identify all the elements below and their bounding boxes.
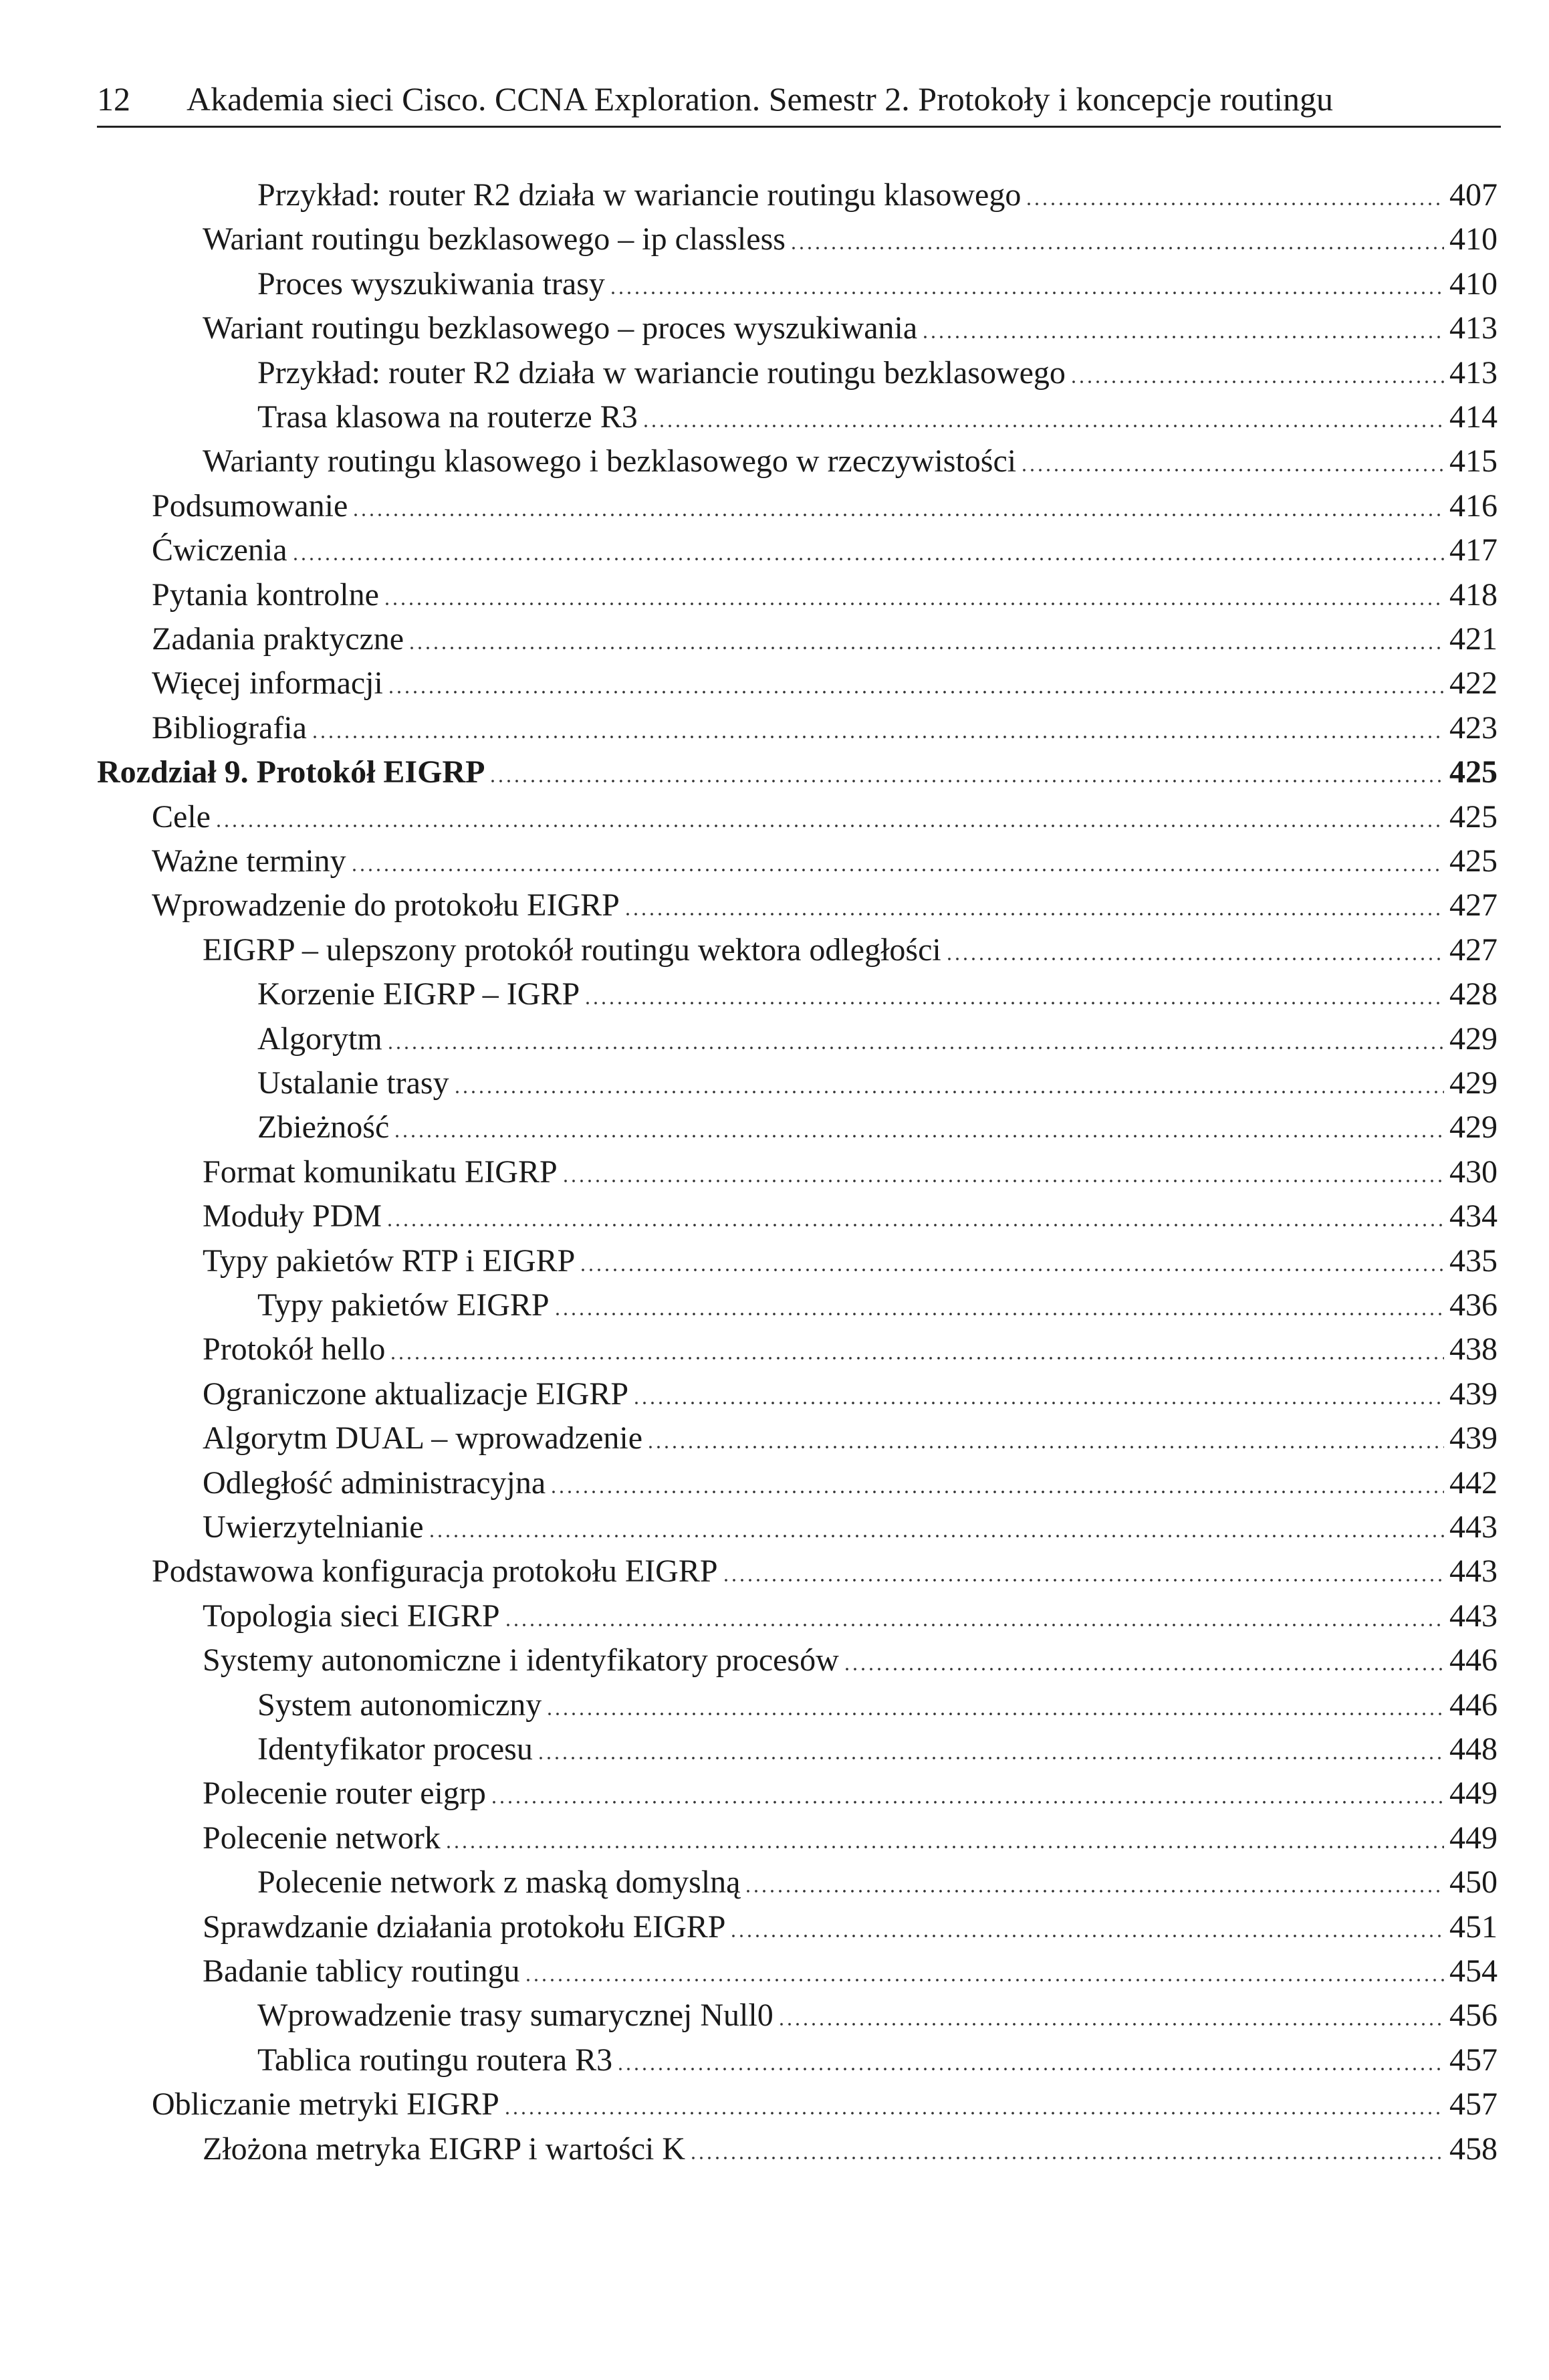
toc-entry-page: 454 bbox=[1449, 1953, 1498, 1989]
toc-entry-page: 427 bbox=[1449, 932, 1498, 968]
toc-entry-title: Zbieżność bbox=[257, 1109, 390, 1145]
toc-dot-leader bbox=[729, 1933, 1444, 1939]
toc-entry bbox=[257, 395, 1498, 439]
toc-entry bbox=[257, 262, 1498, 306]
toc-entry-page: 443 bbox=[1449, 1509, 1498, 1545]
toc-entry bbox=[203, 1771, 1498, 1816]
toc-entry-title: Więcej informacji bbox=[152, 665, 383, 701]
toc-entry bbox=[203, 1372, 1498, 1416]
toc-dot-leader bbox=[1025, 201, 1444, 207]
toc-entry-page: 436 bbox=[1449, 1287, 1498, 1323]
toc-entry-title: Sprawdzanie działania protokołu EIGRP bbox=[203, 1909, 726, 1945]
toc-entry bbox=[152, 617, 1498, 661]
toc-dot-leader bbox=[843, 1666, 1444, 1672]
toc-entry-page: 429 bbox=[1449, 1065, 1498, 1101]
toc-entry bbox=[152, 2082, 1498, 2127]
toc-entry-page: 456 bbox=[1449, 1997, 1498, 2033]
toc-dot-leader bbox=[445, 1844, 1444, 1850]
toc-entry-title: Typy pakietów RTP i EIGRP bbox=[203, 1243, 576, 1279]
running-title: Akademia sieci Cisco. CCNA Exploration. Semestr 2. Protokoły i koncepcje routingu bbox=[187, 80, 1334, 118]
toc-entry-page: 457 bbox=[1449, 2042, 1498, 2078]
toc-entry bbox=[203, 2127, 1498, 2171]
toc-entry-page: 418 bbox=[1449, 577, 1498, 613]
toc-entry bbox=[203, 1816, 1498, 1860]
toc-entry-page: 413 bbox=[1449, 310, 1498, 346]
toc-entry bbox=[152, 528, 1498, 572]
toc-entry bbox=[257, 1727, 1498, 1771]
toc-dot-leader bbox=[524, 1977, 1444, 1983]
toc-entry bbox=[203, 1416, 1498, 1461]
toc-dot-leader bbox=[383, 601, 1444, 607]
toc-entry-title: Cele bbox=[152, 799, 211, 835]
toc-entry-page: 425 bbox=[1449, 799, 1498, 835]
toc-entry-page: 423 bbox=[1449, 710, 1498, 746]
toc-dot-leader bbox=[921, 334, 1444, 340]
toc-entry bbox=[203, 1461, 1498, 1505]
toc-entry-page: 451 bbox=[1449, 1909, 1498, 1945]
toc-entry bbox=[257, 1017, 1498, 1061]
toc-entry-title: Wariant routingu bezklasowego – proces wyszukiwania bbox=[203, 310, 918, 346]
toc-entry bbox=[257, 1283, 1498, 1327]
toc-entry bbox=[203, 1194, 1498, 1238]
toc-dot-leader bbox=[778, 2022, 1444, 2027]
toc-entry bbox=[203, 1239, 1498, 1283]
toc-entry-title: Ważne terminy bbox=[152, 843, 346, 879]
toc-dot-leader bbox=[646, 1444, 1444, 1450]
toc-dot-leader bbox=[554, 1311, 1444, 1317]
toc-entry-title: Format komunikatu EIGRP bbox=[203, 1154, 558, 1190]
toc-entry bbox=[203, 1638, 1498, 1683]
toc-entry-title: Badanie tablicy routingu bbox=[203, 1953, 520, 1989]
toc-entry-title: Obliczanie metryki EIGRP bbox=[152, 2086, 499, 2122]
toc-entry bbox=[257, 1860, 1498, 1905]
toc-entry bbox=[203, 306, 1498, 350]
toc-entry-title: Warianty routingu klasowego i bezklasowego w rzeczywistości bbox=[203, 443, 1017, 479]
toc-dot-leader bbox=[624, 911, 1444, 917]
toc-entry-title: Identyfikator procesu bbox=[257, 1731, 533, 1767]
toc-entry-title: Systemy autonomiczne i identyfikatory procesów bbox=[203, 1642, 839, 1678]
toc-entry-title: Ćwiczenia bbox=[152, 532, 287, 568]
toc-entry bbox=[152, 484, 1498, 528]
toc-dot-leader bbox=[387, 689, 1444, 695]
toc-entry bbox=[203, 439, 1498, 483]
toc-entry-page: 439 bbox=[1449, 1420, 1498, 1456]
toc-entry bbox=[257, 1105, 1498, 1150]
toc-entry-page: 410 bbox=[1449, 266, 1498, 302]
toc-entry-page: 425 bbox=[1449, 843, 1498, 879]
toc-entry-page: 422 bbox=[1449, 665, 1498, 701]
toc-dot-leader bbox=[489, 778, 1444, 784]
toc-entry-title: Rozdział 9. Protokół EIGRP bbox=[97, 754, 485, 790]
toc-dot-leader bbox=[584, 1000, 1444, 1006]
toc-entry-page: 415 bbox=[1449, 443, 1498, 479]
toc-entry bbox=[203, 217, 1498, 261]
toc-entry-page: 429 bbox=[1449, 1109, 1498, 1145]
toc-dot-leader bbox=[562, 1178, 1444, 1184]
toc-entry bbox=[257, 1061, 1498, 1105]
toc-chapter-entry bbox=[97, 750, 1498, 794]
toc-entry bbox=[257, 173, 1498, 217]
toc-entry-page: 425 bbox=[1449, 754, 1498, 790]
toc-dot-leader bbox=[546, 1711, 1444, 1717]
toc-entry bbox=[257, 2038, 1498, 2082]
toc-entry bbox=[152, 706, 1498, 750]
toc-entry-page: 430 bbox=[1449, 1154, 1498, 1190]
toc-entry bbox=[152, 661, 1498, 706]
toc-entry-title: Wprowadzenie do protokołu EIGRP bbox=[152, 887, 620, 923]
toc-entry-title: Przykład: router R2 działa w wariancie routingu klasowego bbox=[257, 177, 1022, 213]
toc-entry bbox=[257, 1993, 1498, 2038]
toc-entry-title: Protokół hello bbox=[203, 1331, 386, 1367]
toc-entry-title: Uwierzytelnianie bbox=[203, 1509, 424, 1545]
toc-entry-title: System autonomiczny bbox=[257, 1687, 542, 1723]
toc-entry-page: 443 bbox=[1449, 1598, 1498, 1634]
toc-entry-title: Podstawowa konfiguracja protokołu EIGRP bbox=[152, 1553, 718, 1589]
toc-dot-leader bbox=[689, 2155, 1444, 2161]
toc-dot-leader bbox=[386, 1222, 1444, 1228]
toc-entry-page: 407 bbox=[1449, 177, 1498, 213]
toc-dot-leader bbox=[550, 1489, 1444, 1495]
toc-entry bbox=[152, 795, 1498, 839]
toc-entry-title: Ustalanie trasy bbox=[257, 1065, 449, 1101]
toc-entry-page: 448 bbox=[1449, 1731, 1498, 1767]
toc-dot-leader bbox=[490, 1800, 1444, 1805]
toc-entry-page: 428 bbox=[1449, 976, 1498, 1012]
toc-dot-leader bbox=[215, 823, 1444, 829]
toc-entry-title: Algorytm bbox=[257, 1021, 382, 1057]
page-number: 12 bbox=[97, 80, 130, 118]
toc-entry-page: 421 bbox=[1449, 621, 1498, 657]
toc-dot-leader bbox=[790, 245, 1444, 251]
toc-entry bbox=[257, 351, 1498, 395]
toc-entry bbox=[203, 1505, 1498, 1549]
toc-entry-title: Korzenie EIGRP – IGRP bbox=[257, 976, 580, 1012]
toc-dot-leader bbox=[504, 1622, 1444, 1628]
toc-entry-page: 457 bbox=[1449, 2086, 1498, 2122]
toc-entry bbox=[257, 972, 1498, 1016]
toc-dot-leader bbox=[389, 1356, 1444, 1361]
toc-entry-title: Polecenie network bbox=[203, 1820, 441, 1856]
toc-entry-title: Pytania kontrolne bbox=[152, 577, 379, 613]
toc-dot-leader bbox=[311, 734, 1444, 740]
toc-entry-page: 449 bbox=[1449, 1775, 1498, 1811]
toc-entry bbox=[203, 928, 1498, 972]
toc-entry-title: Podsumowanie bbox=[152, 488, 348, 524]
toc-entry-title: Polecenie router eigrp bbox=[203, 1775, 486, 1811]
toc-dot-leader bbox=[1070, 379, 1444, 385]
toc-dot-leader bbox=[537, 1755, 1444, 1761]
toc-entry-title: Proces wyszukiwania trasy bbox=[257, 266, 605, 302]
toc-entry-title: Wariant routingu bezklasowego – ip classless bbox=[203, 221, 786, 257]
toc-entry-page: 446 bbox=[1449, 1687, 1498, 1723]
toc-entry bbox=[257, 1683, 1498, 1727]
toc-entry bbox=[203, 1150, 1498, 1194]
toc-entry-title: Zadania praktyczne bbox=[152, 621, 404, 657]
toc-dot-leader bbox=[408, 645, 1444, 651]
toc-entry bbox=[203, 1949, 1498, 1993]
toc-entry-title: EIGRP – ulepszony protokół routingu wektora odległości bbox=[203, 932, 941, 968]
toc-entry-title: Przykład: router R2 działa w wariancie routingu bezklasowego bbox=[257, 355, 1066, 391]
toc-entry bbox=[203, 1594, 1498, 1638]
toc-entry-page: 442 bbox=[1449, 1465, 1498, 1501]
toc-entry bbox=[203, 1327, 1498, 1372]
toc-entry-page: 439 bbox=[1449, 1376, 1498, 1412]
toc-entry-page: 413 bbox=[1449, 355, 1498, 391]
toc-entry bbox=[152, 573, 1498, 617]
toc-entry-page: 443 bbox=[1449, 1553, 1498, 1589]
toc-entry-page: 414 bbox=[1449, 399, 1498, 435]
toc-entry-title: Złożona metryka EIGRP i wartości K bbox=[203, 2131, 686, 2167]
toc-entry-title: Tablica routingu routera R3 bbox=[257, 2042, 613, 2078]
toc-dot-leader bbox=[428, 1533, 1444, 1539]
toc-dot-leader bbox=[350, 867, 1444, 873]
toc-dot-leader bbox=[945, 956, 1444, 962]
toc-entry-page: 449 bbox=[1449, 1820, 1498, 1856]
toc-entry bbox=[152, 883, 1498, 928]
toc-entry-page: 429 bbox=[1449, 1021, 1498, 1057]
toc-entry-title: Typy pakietów EIGRP bbox=[257, 1287, 550, 1323]
toc-dot-leader bbox=[393, 1133, 1444, 1139]
toc-dot-leader bbox=[616, 2066, 1444, 2072]
toc-entry-page: 410 bbox=[1449, 221, 1498, 257]
toc-dot-leader bbox=[453, 1089, 1444, 1095]
toc-entry-page: 458 bbox=[1449, 2131, 1498, 2167]
toc-entry-title: Bibliografia bbox=[152, 710, 307, 746]
toc-entry-title: Wprowadzenie trasy sumarycznej Null0 bbox=[257, 1997, 773, 2033]
toc-entry-page: 446 bbox=[1449, 1642, 1498, 1678]
toc-entry-page: 416 bbox=[1449, 488, 1498, 524]
toc-dot-leader bbox=[609, 290, 1444, 296]
toc-entry-page: 435 bbox=[1449, 1243, 1498, 1279]
toc-entry bbox=[203, 1905, 1498, 1949]
toc-entry bbox=[152, 839, 1498, 883]
toc-entry-page: 450 bbox=[1449, 1864, 1498, 1900]
toc-dot-leader bbox=[386, 1045, 1444, 1051]
toc-dot-leader bbox=[579, 1267, 1444, 1273]
toc-dot-leader bbox=[291, 556, 1444, 562]
toc-entry-title: Polecenie network z maską domyslną bbox=[257, 1864, 741, 1900]
toc-entry-page: 427 bbox=[1449, 887, 1498, 923]
page-header bbox=[97, 72, 1501, 126]
toc-dot-leader bbox=[1020, 467, 1444, 473]
toc-entry-page: 434 bbox=[1449, 1198, 1498, 1234]
toc-entry bbox=[152, 1549, 1498, 1594]
toc-dot-leader bbox=[642, 423, 1444, 429]
toc-entry-title: Odległość administracyjna bbox=[203, 1465, 546, 1501]
toc-entry-title: Topologia sieci EIGRP bbox=[203, 1598, 500, 1634]
toc-dot-leader bbox=[632, 1400, 1444, 1406]
toc-entry-title: Moduły PDM bbox=[203, 1198, 382, 1234]
toc-entry-page: 417 bbox=[1449, 532, 1498, 568]
toc-entry-title: Trasa klasowa na routerze R3 bbox=[257, 399, 638, 435]
header-rule bbox=[97, 126, 1501, 128]
toc-dot-leader bbox=[503, 2111, 1444, 2116]
toc-entry-title: Ograniczone aktualizacje EIGRP bbox=[203, 1376, 629, 1412]
toc-dot-leader bbox=[722, 1578, 1444, 1583]
toc-dot-leader bbox=[352, 512, 1444, 518]
toc-dot-leader bbox=[744, 1888, 1444, 1894]
toc-entry-page: 438 bbox=[1449, 1331, 1498, 1367]
toc-entry-title: Algorytm DUAL – wprowadzenie bbox=[203, 1420, 643, 1456]
